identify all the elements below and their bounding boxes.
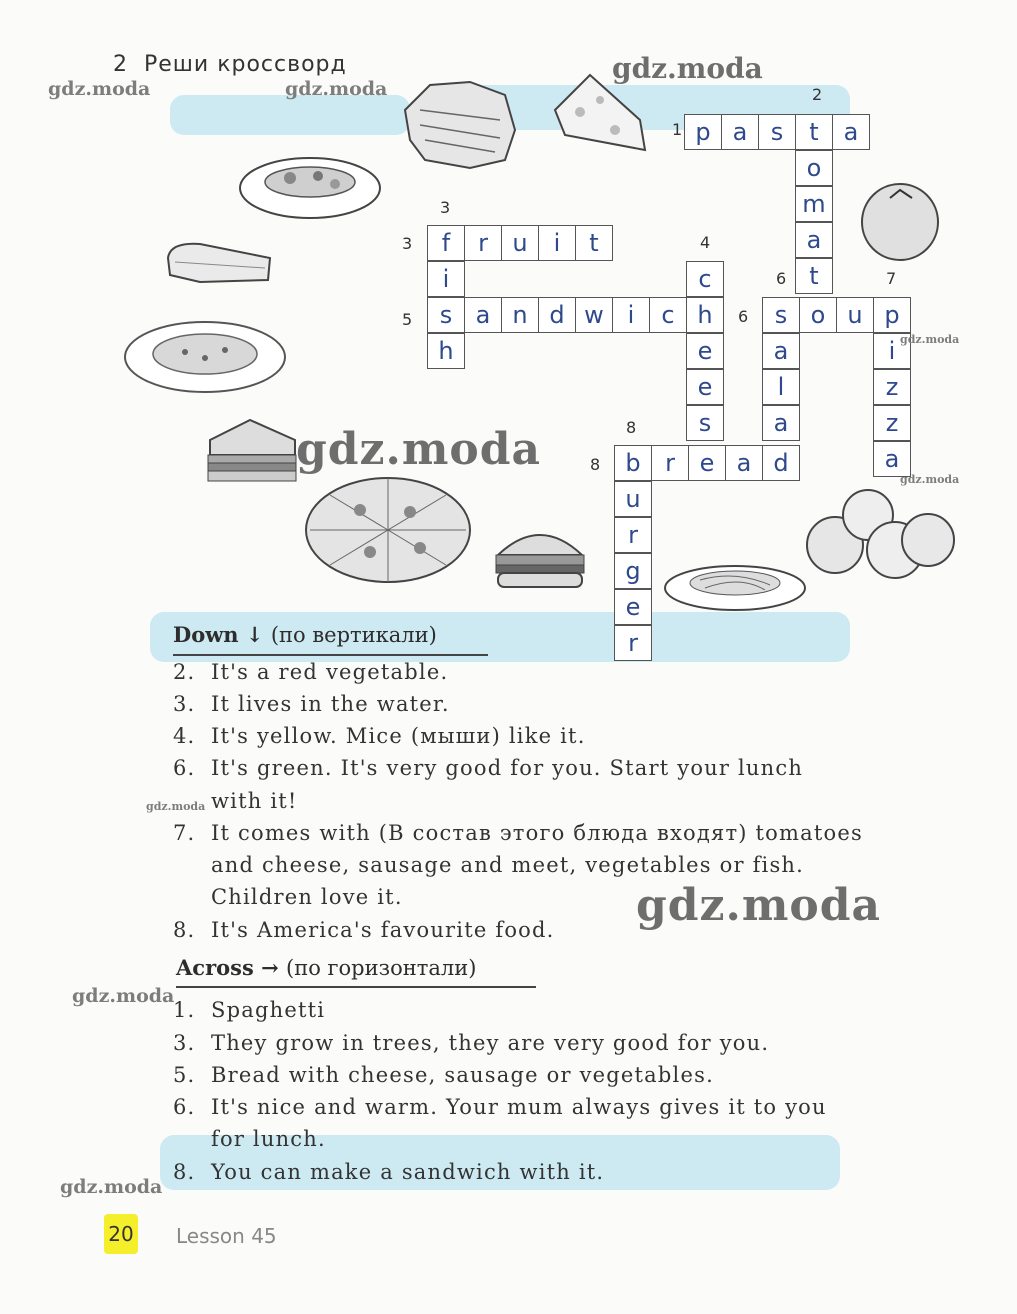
clue-number: 4	[700, 233, 711, 252]
cell-pasta-3[interactable]: s	[758, 114, 796, 150]
cell-burger-3[interactable]: r	[614, 517, 652, 553]
watermark: gdz.moda	[636, 880, 882, 931]
down-clue	[173, 789, 298, 813]
across-clue	[173, 998, 325, 1022]
clue-number: 7	[886, 269, 897, 288]
down-underline	[173, 654, 488, 656]
across-heading	[176, 955, 476, 980]
sandwich-illustration	[208, 420, 296, 481]
clue-number: 2	[812, 85, 823, 104]
clue-text: It's America's favourite food.	[211, 918, 555, 942]
salad-illustration	[240, 158, 380, 218]
cell-soup-3[interactable]: u	[836, 297, 874, 333]
cell-cheese-3[interactable]: e	[686, 333, 724, 369]
tomato-illustration	[862, 184, 938, 260]
cell-soup-1[interactable]: s	[762, 297, 800, 333]
down-clue	[173, 724, 586, 748]
clue-number: 5	[402, 310, 413, 329]
across-heading-label: Across	[176, 955, 254, 980]
cell-burger-6[interactable]: r	[614, 625, 652, 661]
cell-sandwich-1[interactable]: s	[427, 297, 465, 333]
cell-sandwich-7[interactable]: c	[649, 297, 687, 333]
clue-number: 3	[440, 198, 451, 217]
clue-num: 8.	[173, 1160, 196, 1184]
clue-num: 6.	[173, 756, 196, 780]
clue-number: 8	[590, 455, 601, 474]
down-clue	[173, 660, 448, 684]
clue-number: 8	[626, 418, 637, 437]
clue-number: 6	[776, 269, 787, 288]
cell-pasta-2[interactable]: a	[721, 114, 759, 150]
spaghetti-illustration	[665, 566, 805, 610]
across-clue	[173, 1031, 769, 1055]
cell-sandwich-5[interactable]: w	[575, 297, 613, 333]
cell-pasta-1[interactable]: p	[684, 114, 722, 150]
down-heading-label: Down	[173, 622, 239, 647]
clue-text: Children love it.	[211, 885, 403, 909]
across-clue	[173, 1063, 714, 1087]
across-translation: (по горизонтали)	[286, 956, 477, 980]
down-clue	[173, 821, 863, 845]
cell-pasta-4[interactable]: t	[795, 114, 833, 150]
cell-fruit-5[interactable]: t	[575, 225, 613, 261]
cell-tomato-5[interactable]: t	[795, 258, 833, 294]
watermark: gdz.moda	[612, 52, 763, 85]
clue-num: 7.	[173, 821, 196, 845]
clue-text: They grow in trees, they are very good for you.	[211, 1031, 770, 1055]
cell-burger-5[interactable]: e	[614, 589, 652, 625]
lesson-label: Lesson 45	[176, 1224, 277, 1248]
clue-text: You can make a sandwich with it.	[211, 1160, 605, 1184]
cell-pizza-5[interactable]: a	[873, 441, 911, 477]
cell-fruit-2[interactable]: r	[464, 225, 502, 261]
clue-text: for lunch.	[211, 1127, 326, 1151]
cell-sandwich-8[interactable]: h	[686, 297, 724, 333]
cell-salad-3[interactable]: l	[762, 369, 800, 405]
clue-num: 6.	[173, 1095, 196, 1119]
clue-text: Bread with cheese, sausage or vegetables.	[211, 1063, 714, 1087]
cell-soup-2[interactable]: o	[799, 297, 837, 333]
cell-fish-4[interactable]: h	[427, 333, 465, 369]
cell-tomato-2[interactable]: o	[795, 150, 833, 186]
clue-text: It lives in the water.	[211, 692, 450, 716]
cell-bread-3[interactable]: e	[688, 445, 726, 481]
cell-bread-2[interactable]: r	[651, 445, 689, 481]
clue-num: 1.	[173, 998, 196, 1022]
clue-num: 3.	[173, 692, 196, 716]
clue-text: with it!	[211, 789, 298, 813]
task-title-text: Реши кроссворд	[144, 52, 347, 77]
cell-bread-1[interactable]: b	[614, 445, 652, 481]
task-number: 2	[113, 52, 128, 77]
clue-text: and cheese, sausage and meet, vegetables or fish.	[211, 853, 805, 877]
down-clue	[173, 918, 555, 942]
watermark: gdz.moda	[72, 985, 175, 1007]
cell-cheese-1[interactable]: c	[686, 261, 724, 297]
cell-cheese-4[interactable]: e	[686, 369, 724, 405]
clue-text: It's nice and warm. Your mum always gives it to you	[211, 1095, 827, 1119]
cell-burger-4[interactable]: g	[614, 553, 652, 589]
down-clue	[173, 853, 804, 877]
clue-num: 5.	[173, 1063, 196, 1087]
cell-bread-5[interactable]: d	[762, 445, 800, 481]
clue-number: 6	[738, 307, 749, 326]
cell-salad-2[interactable]: a	[762, 333, 800, 369]
across-clue	[173, 1160, 604, 1184]
clue-text: It's green. It's very good for you. Start your lunch	[211, 756, 804, 780]
cell-sandwich-4[interactable]: d	[538, 297, 576, 333]
watermark: gdz.moda	[60, 1176, 163, 1198]
cell-fruit-1[interactable]: f	[427, 225, 465, 261]
watermark: gdz.moda	[900, 333, 960, 346]
cell-burger-2[interactable]: u	[614, 481, 652, 517]
cell-pizza-2[interactable]: i	[873, 333, 911, 369]
cell-pizza-4[interactable]: z	[873, 405, 911, 441]
soup-illustration	[125, 322, 285, 392]
across-arrow-icon: →	[261, 955, 279, 980]
cell-tomato-3[interactable]: m	[795, 186, 833, 222]
cell-pizza-3[interactable]: z	[873, 369, 911, 405]
cell-sandwich-6[interactable]: i	[612, 297, 650, 333]
pizza-illustration	[306, 478, 470, 582]
clue-num: 2.	[173, 660, 196, 684]
fruit-illustration	[807, 490, 954, 578]
cell-sandwich-2[interactable]: a	[464, 297, 502, 333]
cheese-illustration	[555, 75, 645, 150]
across-clue	[173, 1095, 827, 1119]
down-translation: (по вертикали)	[270, 623, 437, 647]
cell-sandwich-3[interactable]: n	[501, 297, 539, 333]
page-number: 20	[104, 1214, 138, 1254]
cell-soup-4[interactable]: p	[873, 297, 911, 333]
across-underline	[176, 986, 536, 988]
clue-num: 8.	[173, 918, 196, 942]
watermark: gdz.moda	[296, 424, 542, 475]
cell-tomato-4[interactable]: a	[795, 222, 833, 258]
clue-text: It's yellow. Mice (мыши) like it.	[211, 724, 586, 748]
watermark: gdz.moda	[285, 78, 388, 100]
clue-text: It's a red vegetable.	[211, 660, 449, 684]
bread-illustration	[168, 244, 270, 282]
cell-bread-4[interactable]: a	[725, 445, 763, 481]
clue-number: 3	[402, 234, 413, 253]
cell-fruit-3[interactable]: u	[501, 225, 539, 261]
clue-num: 3.	[173, 1031, 196, 1055]
fish-illustration	[405, 82, 515, 168]
across-clue	[173, 1127, 326, 1151]
clue-text: It comes with (В состав этого блюда входят) tomatoes	[211, 821, 863, 845]
clue-num: 4.	[173, 724, 196, 748]
cell-salad-4[interactable]: a	[762, 405, 800, 441]
down-arrow-icon: ↓	[245, 622, 264, 647]
cell-pasta-5[interactable]: a	[832, 114, 870, 150]
clue-text: Spaghetti	[211, 998, 326, 1022]
cell-fruit-4[interactable]: i	[538, 225, 576, 261]
clue-number: 1	[672, 120, 683, 139]
watermark: gdz.moda	[900, 473, 960, 486]
down-clue	[173, 885, 403, 909]
cell-fish-2[interactable]: i	[427, 261, 465, 297]
down-heading	[173, 622, 437, 647]
down-clue	[173, 692, 450, 716]
cell-cheese-5[interactable]: s	[686, 405, 724, 441]
down-clue	[173, 756, 803, 780]
burger-illustration	[496, 535, 584, 587]
watermark: gdz.moda	[48, 78, 151, 100]
watermark: gdz.moda	[146, 800, 206, 813]
